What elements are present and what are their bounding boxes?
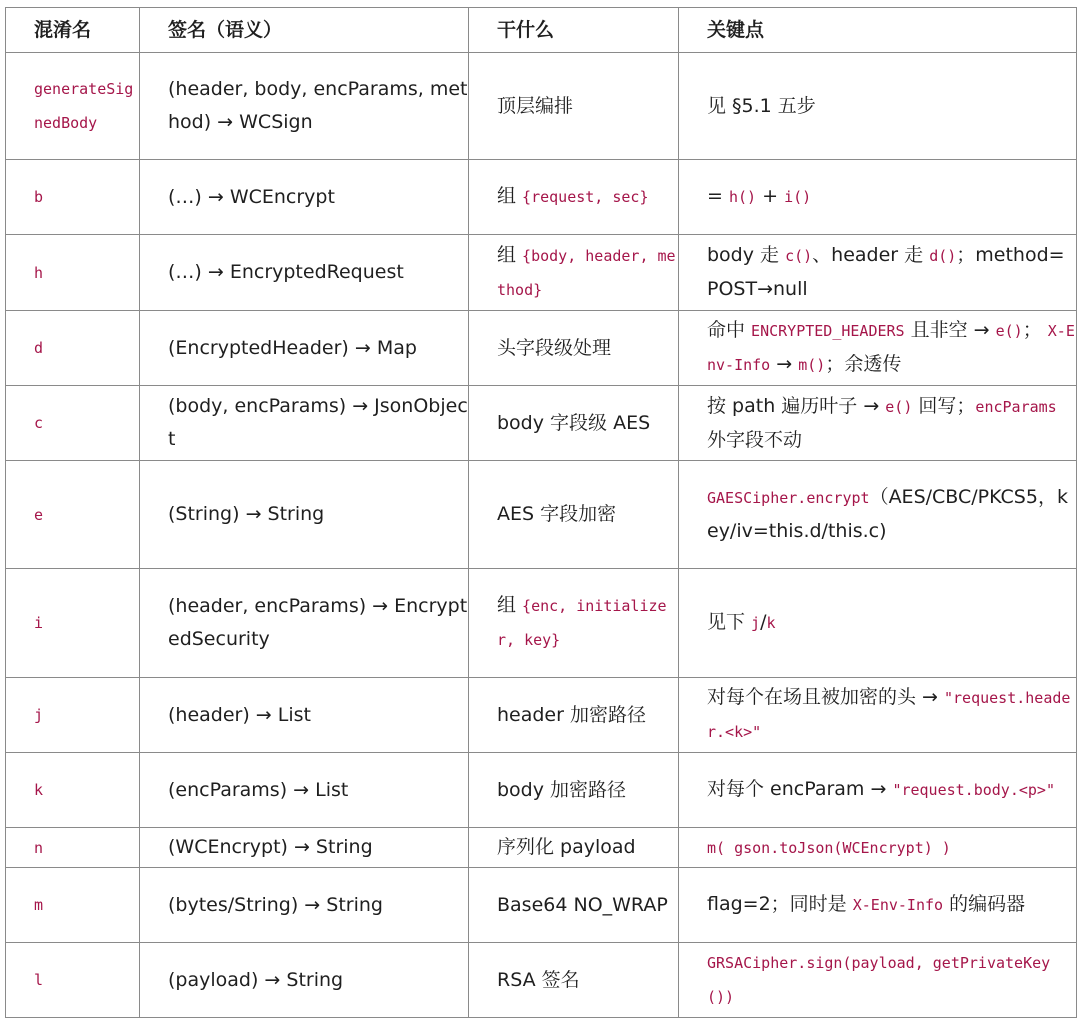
table-row	[6, 943, 1077, 1018]
text-segment: 按 path 遍历叶子 →	[707, 394, 886, 417]
text-segment: 顶层编排	[497, 94, 574, 117]
cell-purpose	[469, 678, 679, 753]
text-segment: AES 字段加密	[497, 503, 617, 525]
table-row	[6, 235, 1077, 311]
text-segment: 序列化 payload	[497, 836, 636, 858]
inline-code: d()	[929, 247, 957, 265]
cell-purpose	[469, 235, 679, 311]
inline-code: "request.body.<p>"	[892, 781, 1055, 799]
inline-code: e()	[995, 322, 1023, 340]
table-body	[6, 53, 1077, 1018]
obfuscated-name-code: m	[34, 896, 44, 914]
cell-key-points	[679, 569, 1077, 678]
text-segment: 对每个 encParam →	[707, 778, 893, 800]
cell-purpose	[469, 461, 679, 569]
text-segment: 命中	[707, 319, 752, 341]
table-header-row	[6, 8, 1077, 53]
inline-code: X-Env-Info	[852, 896, 944, 914]
obfuscated-name-code: h	[34, 263, 44, 282]
text-segment: body 字段级 AES	[497, 411, 651, 434]
cell-obfuscated-name	[6, 235, 140, 311]
cell-obfuscated-name	[6, 868, 140, 943]
cell-signature: (WCEncrypt) → String	[140, 828, 469, 868]
cell-obfuscated-name	[6, 943, 140, 1018]
obfuscated-name-code: b	[34, 188, 44, 206]
text-segment: 且非空 →	[904, 319, 996, 341]
cell-key-points	[679, 386, 1077, 461]
cell-purpose	[469, 311, 679, 386]
header-key-points: 关键点	[679, 8, 1077, 53]
text-segment: （AES/CBC/PKCS5，key/iv=this.d/this.c)	[707, 486, 1068, 542]
cell-key-points	[679, 943, 1077, 1018]
cell-purpose	[469, 753, 679, 828]
table-row	[6, 868, 1077, 943]
cell-obfuscated-name	[6, 569, 140, 678]
table-row	[6, 828, 1077, 868]
cell-obfuscated-name	[6, 160, 140, 235]
text-segment: →	[770, 353, 799, 375]
header-purpose: 干什么	[469, 8, 679, 53]
obfuscated-name-code: d	[34, 339, 44, 357]
inline-code: X-Env-Info	[707, 322, 1075, 374]
inline-code: j	[751, 614, 761, 632]
obfuscated-name-code: generateSignedBody	[34, 80, 134, 132]
table-row	[6, 753, 1077, 828]
inline-code: c()	[785, 247, 813, 265]
text-segment: 头字段级处理	[497, 336, 612, 359]
cell-key-points	[679, 678, 1077, 753]
cell-obfuscated-name	[6, 461, 140, 569]
obfuscated-name-code: k	[34, 781, 44, 799]
table-row	[6, 569, 1077, 678]
cell-key-points	[679, 868, 1077, 943]
cell-key-points	[679, 235, 1077, 311]
cell-purpose	[469, 160, 679, 235]
inline-code: e()	[885, 397, 913, 416]
inline-code: {request, sec}	[522, 188, 649, 206]
cell-obfuscated-name	[6, 53, 140, 160]
text-segment: 回写；	[912, 394, 976, 417]
inline-code: GRSACipher.sign(payload, getPrivateKey())	[707, 954, 1051, 1006]
header-obfuscated-name: 混淆名	[6, 8, 140, 53]
cell-signature: (header, encParams) → EncryptedSecurity	[140, 569, 469, 678]
text-segment: ；method=POST→null	[707, 244, 1065, 300]
cell-obfuscated-name	[6, 753, 140, 828]
cell-signature: (String) → String	[140, 461, 469, 569]
cell-signature: (body, encParams) → JsonObject	[140, 386, 469, 461]
inline-code: m( gson.toJson(WCEncrypt) )	[707, 838, 951, 857]
text-segment: +	[756, 185, 785, 207]
text-segment: Base64 NO_WRAP	[497, 893, 668, 916]
cell-purpose	[469, 868, 679, 943]
inline-code: k	[766, 614, 776, 632]
obfuscated-name-code: n	[34, 838, 44, 857]
cell-signature: (encParams) → List	[140, 753, 469, 828]
cell-key-points	[679, 53, 1077, 160]
cell-key-points	[679, 461, 1077, 569]
inline-code: ENCRYPTED_HEADERS	[751, 322, 905, 340]
text-segment: 外字段不动	[707, 428, 803, 451]
cell-key-points	[679, 828, 1077, 868]
text-segment: flag=2；同时是	[707, 893, 853, 915]
cell-purpose	[469, 53, 679, 160]
cell-obfuscated-name	[6, 678, 140, 753]
cell-signature: (header, body, encParams, method) → WCSign	[140, 53, 469, 160]
text-segment: /	[760, 611, 767, 633]
cell-purpose	[469, 943, 679, 1018]
cell-key-points	[679, 753, 1077, 828]
cell-purpose	[469, 386, 679, 461]
text-segment: 、header 走	[812, 244, 930, 266]
text-segment: body 走	[707, 244, 786, 266]
text-segment: header 加密路径	[497, 703, 646, 726]
text-segment: ；余透传	[825, 353, 902, 375]
inline-code: "request.header.<k>"	[707, 689, 1071, 741]
inline-code: GAESCipher.encrypt	[707, 489, 870, 507]
text-segment: ；	[1022, 319, 1048, 341]
text-segment: =	[707, 185, 729, 207]
text-segment: 组	[497, 243, 523, 266]
cell-obfuscated-name	[6, 386, 140, 461]
cell-key-points	[679, 311, 1077, 386]
table-row	[6, 311, 1077, 386]
header-signature: 签名（语义）	[140, 8, 469, 53]
table-row	[6, 678, 1077, 753]
text-segment: 组	[497, 594, 523, 616]
obfuscated-name-code: c	[34, 414, 44, 432]
text-segment: 组	[497, 185, 523, 207]
inline-code: {enc, initializer, key}	[497, 597, 667, 649]
text-segment: 对每个在场且被加密的头 →	[707, 686, 944, 708]
obfuscated-name-code: l	[34, 971, 44, 989]
cell-purpose	[469, 828, 679, 868]
obfuscated-name-code: i	[34, 614, 44, 632]
cell-obfuscated-name	[6, 311, 140, 386]
text-segment: 见下	[707, 611, 752, 633]
obfuscated-name-code: j	[34, 706, 44, 724]
table-row	[6, 53, 1077, 160]
cell-signature: (bytes/String) → String	[140, 868, 469, 943]
cell-signature: (payload) → String	[140, 943, 469, 1018]
cell-key-points	[679, 160, 1077, 235]
inline-code: {body, header, method}	[497, 246, 676, 299]
cell-signature: (header) → List	[140, 678, 469, 753]
cell-signature: (EncryptedHeader) → Map	[140, 311, 469, 386]
table-row	[6, 160, 1077, 235]
text-segment: 见 §5.1 五步	[707, 94, 816, 117]
inline-code: i()	[784, 188, 812, 206]
inline-code: h()	[728, 188, 757, 206]
obfuscation-mapping-table	[5, 7, 1077, 1018]
cell-obfuscated-name	[6, 828, 140, 868]
table-row	[6, 461, 1077, 569]
inline-code: m()	[798, 356, 826, 374]
table-row	[6, 386, 1077, 461]
cell-purpose	[469, 569, 679, 678]
obfuscated-name-code: e	[34, 505, 44, 524]
text-segment: RSA 签名	[497, 968, 580, 991]
text-segment: body 加密路径	[497, 778, 627, 801]
cell-signature: (…) → WCEncrypt	[140, 160, 469, 235]
text-segment: 的编码器	[943, 893, 1026, 915]
cell-signature: (…) → EncryptedRequest	[140, 235, 469, 311]
inline-code: encParams	[975, 397, 1057, 416]
